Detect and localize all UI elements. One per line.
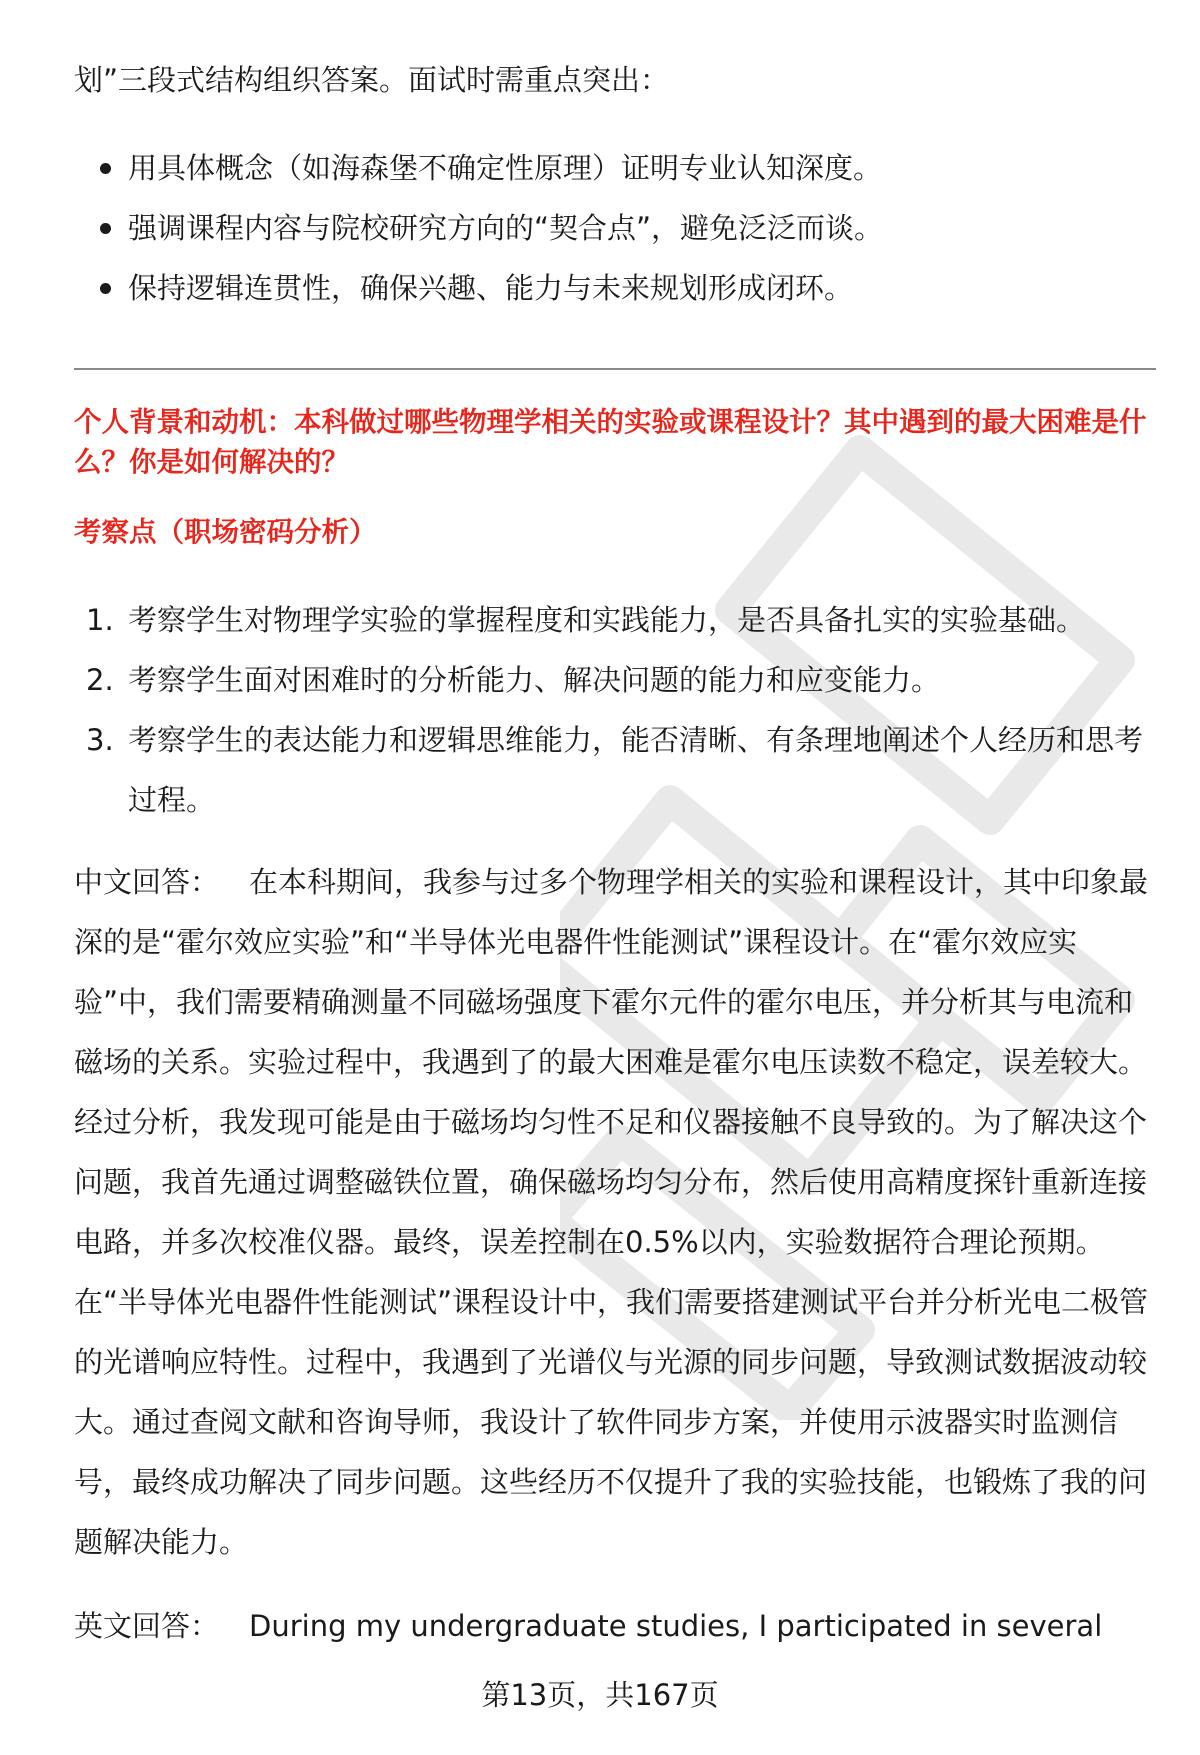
item-number: 2. (86, 663, 114, 697)
english-answer-label: 英文回答： (74, 1609, 220, 1643)
tips-list (74, 146, 883, 326)
question-heading: 个人背景和动机：本科做过哪些物理学相关的实验或课程设计？其中遇到的最大困难是什么？你是如何解决的？ (74, 406, 1147, 478)
page-number: 第13页，共167页 (481, 1678, 719, 1712)
chinese-answer-label: 中文回答： (74, 865, 220, 899)
item-number: 3. (86, 723, 114, 757)
section-divider (74, 368, 1156, 370)
list-item: 保持逻辑连贯性，确保兴趣、能力与未来规划形成闭环。 (74, 266, 883, 326)
chinese-answer (74, 852, 1156, 1572)
bullet-icon (100, 163, 111, 174)
english-answer (74, 1602, 1156, 1650)
focus-list (74, 590, 1156, 830)
chinese-answer-text: 在本科期间，我参与过多个物理学相关的实验和课程设计，其中印象最深的是“霍尔效应实验”和“半导体光电器件性能测试”课程设计。在“霍尔效应实验”中，我们需要精确测量不同磁场强度下霍尔元件的霍尔电压，并分析其与电流和磁场的关系。实验过程中，我遇到了的最大困难是霍尔电压读数不稳定，误差较大。经过分析，我发现可能是由于磁场均匀性不足和仪器接触不良导致的。为了解决这个问题，我首先通过调整磁铁位置，确保磁场均匀分布，然后使用高精度探针重新连接电路，并多次校准仪器。最终，误差控制在0.5%以内，实验数据符合理论预期。在“半导体光电器件性能测试”课程设计中，我们需要搭建测试平台并分析光电二极管的光谱响应特性。过程中，我遇到了光谱仪与光源的同步问题，导致测试数据波动较大。通过查阅文献和咨询导师，我设计了软件同步方案，并使用示波器实时监测信号，最终成功解决了同步问题。这些经历不仅提升了我的实验技能，也锻炼了我的问题解决能力。 (74, 865, 1149, 1559)
bullet-icon (100, 283, 111, 294)
intro-paragraph: 划”三段式结构组织答案。面试时需重点突出： (74, 63, 670, 97)
list-item: 2. 考察学生面对困难时的分析能力、解决问题的能力和应变能力。 (74, 650, 1156, 710)
item-number: 1. (86, 603, 114, 637)
english-answer-text: During my undergraduate studies, I participated in several (249, 1609, 1103, 1643)
list-item: 用具体概念（如海森堡不确定性原理）证明专业认知深度。 (74, 146, 883, 206)
list-item: 3. 考察学生的表达能力和逻辑思维能力，能否清晰、有条理地阐述个人经历和思考过程。 (74, 710, 1156, 830)
list-item: 1. 考察学生对物理学实验的掌握程度和实践能力，是否具备扎实的实验基础。 (74, 590, 1156, 650)
focus-heading: 考察点（职场密码分析） (74, 516, 377, 548)
list-item: 强调课程内容与院校研究方向的“契合点”，避免泛泛而谈。 (74, 206, 883, 266)
bullet-icon (100, 223, 111, 234)
